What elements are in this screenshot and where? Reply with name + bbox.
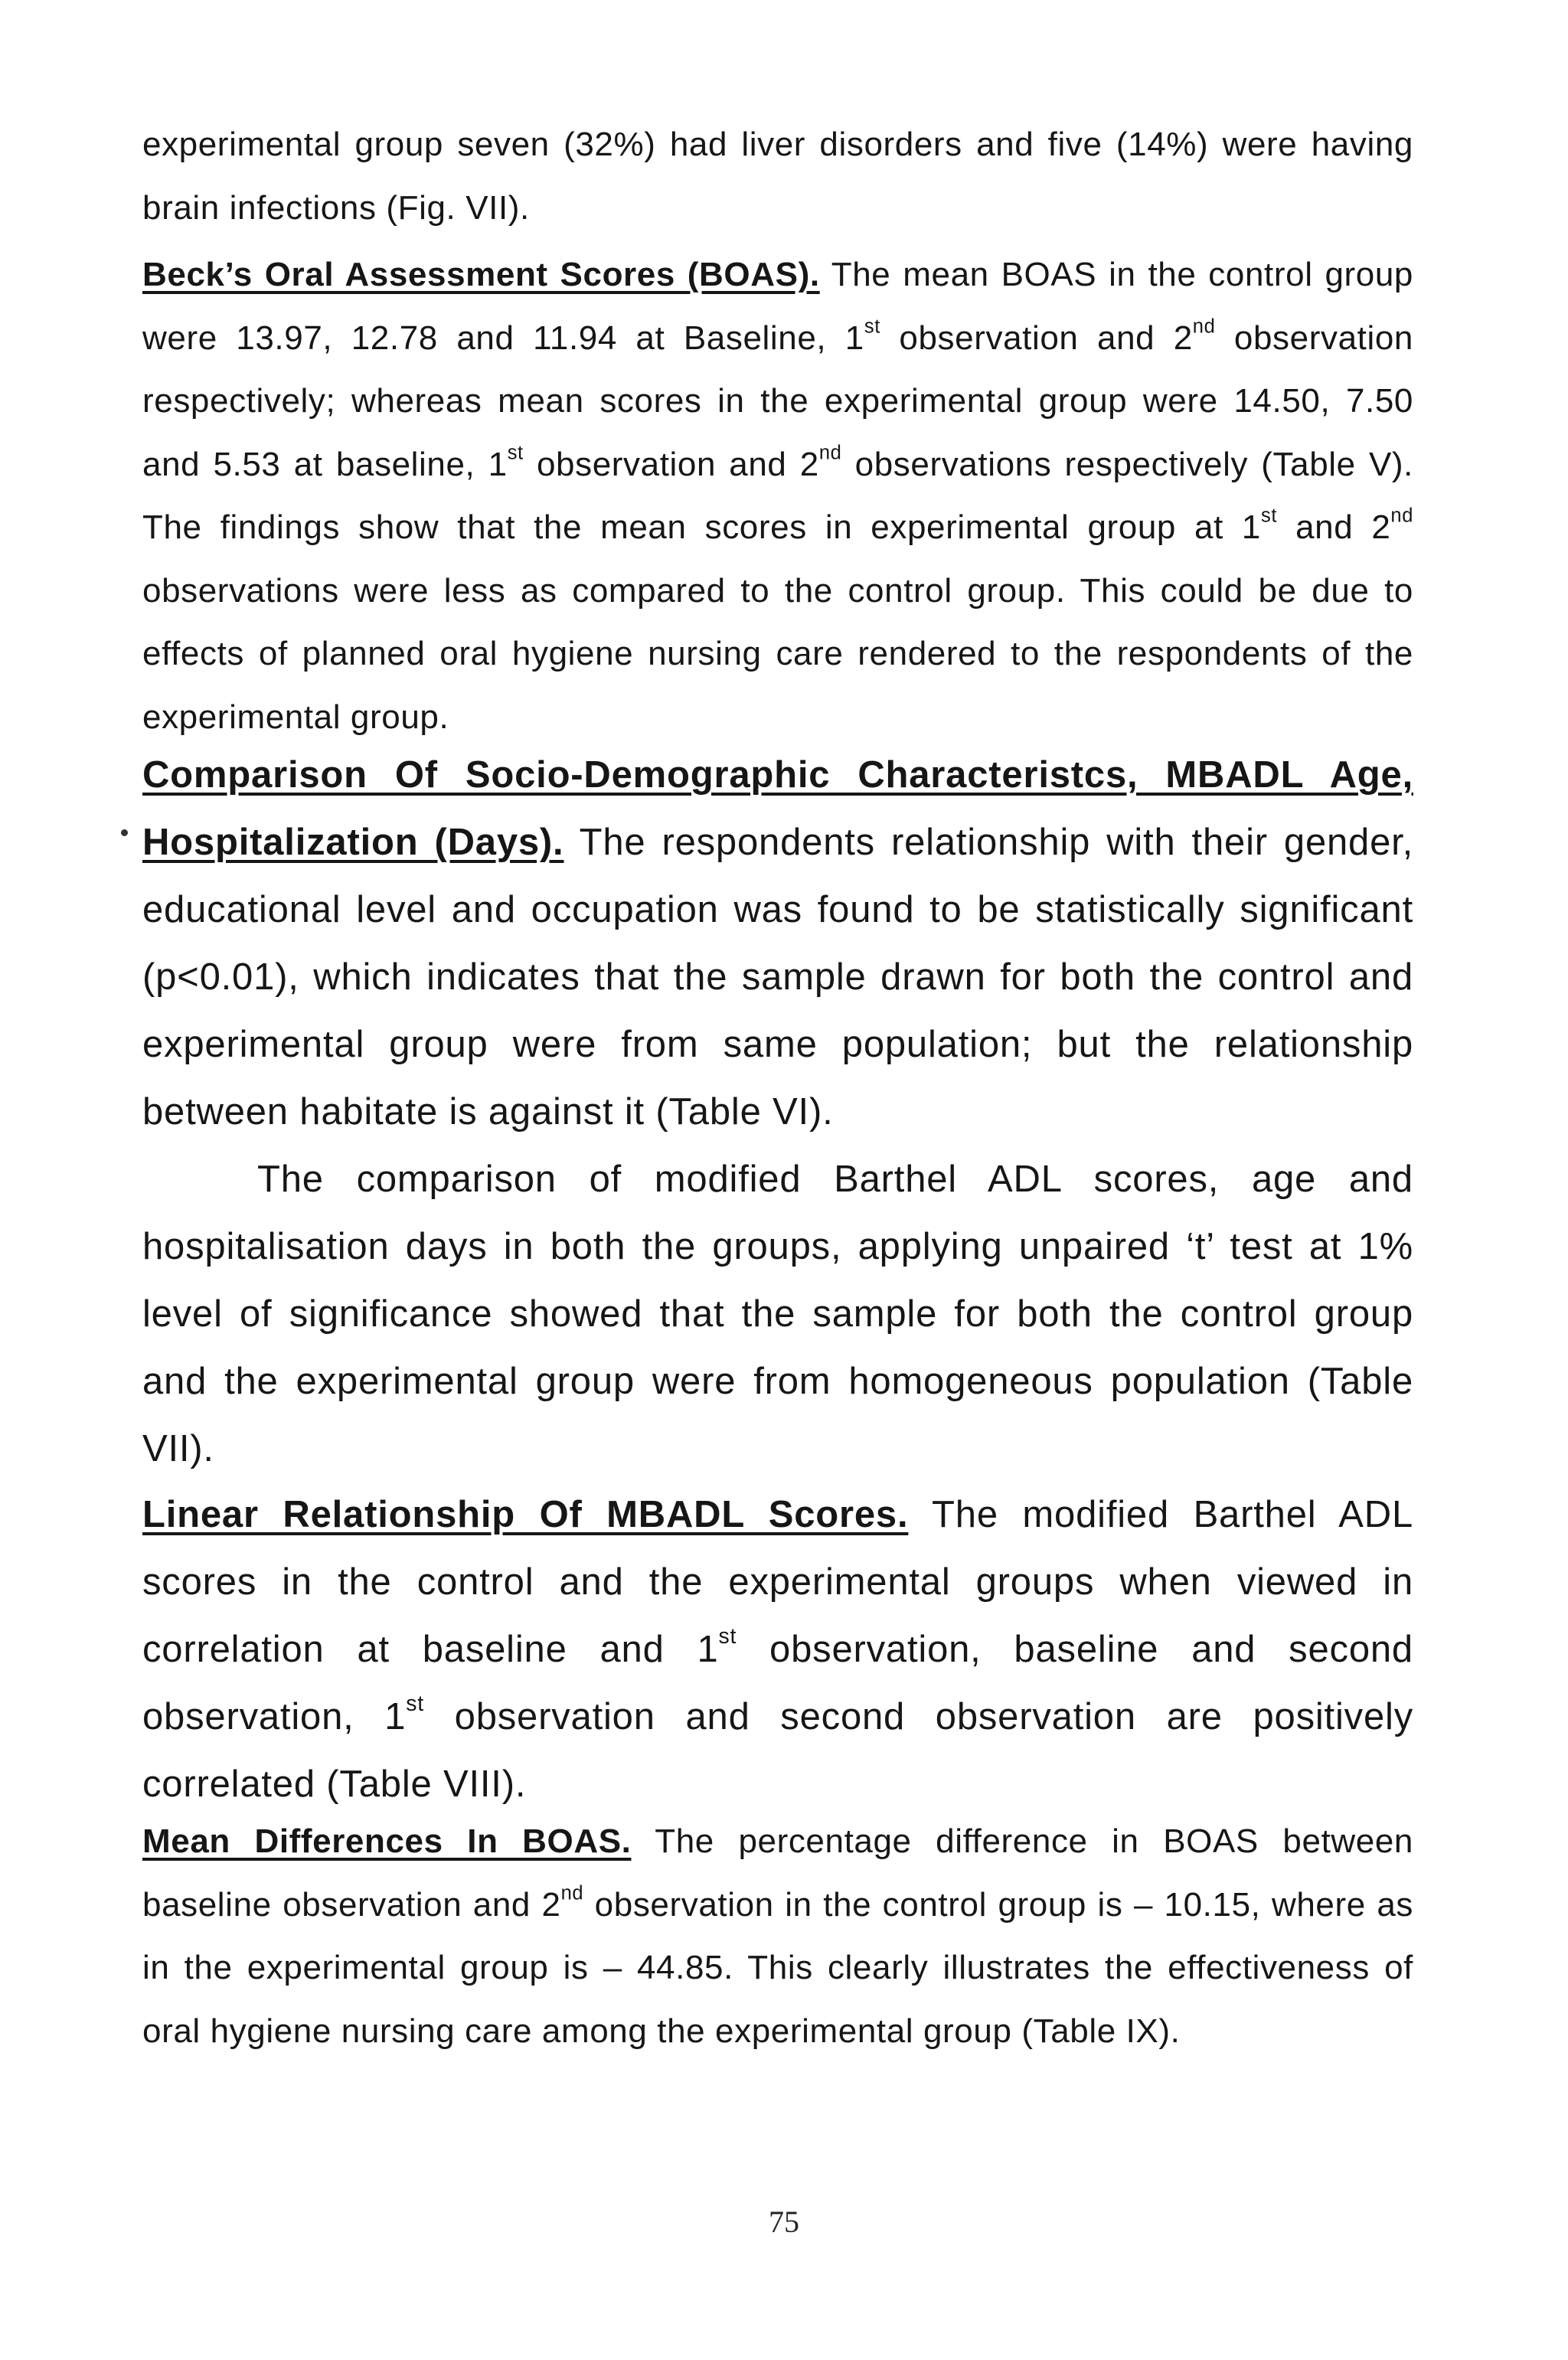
scan-speck bbox=[121, 829, 128, 836]
paragraph-text: observation and second observation are positively correlated (Table VIII). bbox=[142, 1696, 1413, 1805]
ordinal-suffix: st bbox=[406, 1691, 424, 1716]
ordinal-suffix: st bbox=[864, 315, 880, 337]
linear-relationship-heading: Linear Relationship Of MBADL Scores. bbox=[142, 1494, 909, 1535]
boas-heading: Beck’s Oral Assessment Scores (BOAS). bbox=[142, 256, 820, 293]
ordinal-suffix: st bbox=[1261, 505, 1278, 527]
paragraph-text: The comparison of modified Barthel ADL scores, age and hospitalisation days in both the groups, applying unpaired ‘t’ test at 1% level of significance showed that the sample for both the control group and the experimental group were from homogeneous population (Table VII). bbox=[142, 1159, 1413, 1469]
ordinal-suffix: nd bbox=[818, 441, 842, 463]
paragraph-barthel-comparison bbox=[142, 1146, 1413, 1482]
paragraph-text: observations were less as compared to the control group. This could be due to effects of planned oral hygiene nursing care rendered to the respondents of the experimental group. bbox=[142, 571, 1413, 736]
paragraph-text: observation and 2 bbox=[523, 445, 819, 483]
paragraph-text: observations respectively (Table V). The findings show that the mean scores in experimental group at 1 bbox=[142, 445, 1413, 546]
paragraph-text: The mean BOAS in the control group were 13.97, 12.78 and 11.94 at Baseline, 1 bbox=[142, 256, 1413, 357]
paragraph-text: observation and 2 bbox=[880, 319, 1193, 357]
page-number: 75 bbox=[769, 2205, 799, 2239]
paragraph-text: observation in the control group is – 10.15, where as in the experimental group is – 44.85. This clearly illustrates the effectiveness of oral hygiene nursing care among the experimental group (Table IX). bbox=[142, 1885, 1413, 2050]
paragraph-socio-demographic bbox=[142, 741, 1413, 1146]
paragraph-text: The modified Barthel ADL scores in the control and the experimental groups when viewed in correlation at baseline and 1 bbox=[142, 1494, 1413, 1670]
paragraph-text: experimental group seven (32%) had liver disorders and five (14%) were having brain infections (Fig. VII). bbox=[142, 126, 1413, 227]
ordinal-suffix: st bbox=[718, 1623, 737, 1649]
paragraph-text: and 2 bbox=[1277, 508, 1391, 546]
paragraph-mean-differences bbox=[142, 1810, 1413, 2063]
paragraph-text: observation respectively; whereas mean scores in the experimental group were 14.50, 7.50 and 5.53 at baseline, 1 bbox=[142, 319, 1413, 483]
paragraph-text: observation, baseline and second observation, 1 bbox=[142, 1629, 1413, 1737]
comparison-heading: Comparison Of Socio-Demographic Characteristcs, MBADL Age, Hospitalization (Days). bbox=[142, 754, 1413, 863]
ordinal-suffix: nd bbox=[560, 1881, 584, 1904]
ordinal-suffix: nd bbox=[1390, 505, 1414, 527]
paragraph-text: The respondents relationship with their gender, educational level and occupation was found to be statistically significant (p<0.01), which indicates that the sample drawn for both the control and experimental group were from same population; but the relationship between habitate is against it (Table VI). bbox=[142, 822, 1413, 1133]
mean-differences-heading: Mean Differences In BOAS. bbox=[142, 1822, 632, 1860]
paragraph-text: The percentage difference in BOAS between baseline observation and 2 bbox=[142, 1822, 1413, 1924]
ordinal-suffix: st bbox=[507, 441, 524, 463]
paragraph-boas bbox=[142, 244, 1413, 749]
ordinal-suffix: nd bbox=[1192, 315, 1216, 337]
paragraph-linear-relationship bbox=[142, 1481, 1413, 1818]
paragraph-health-conditions bbox=[142, 113, 1413, 240]
